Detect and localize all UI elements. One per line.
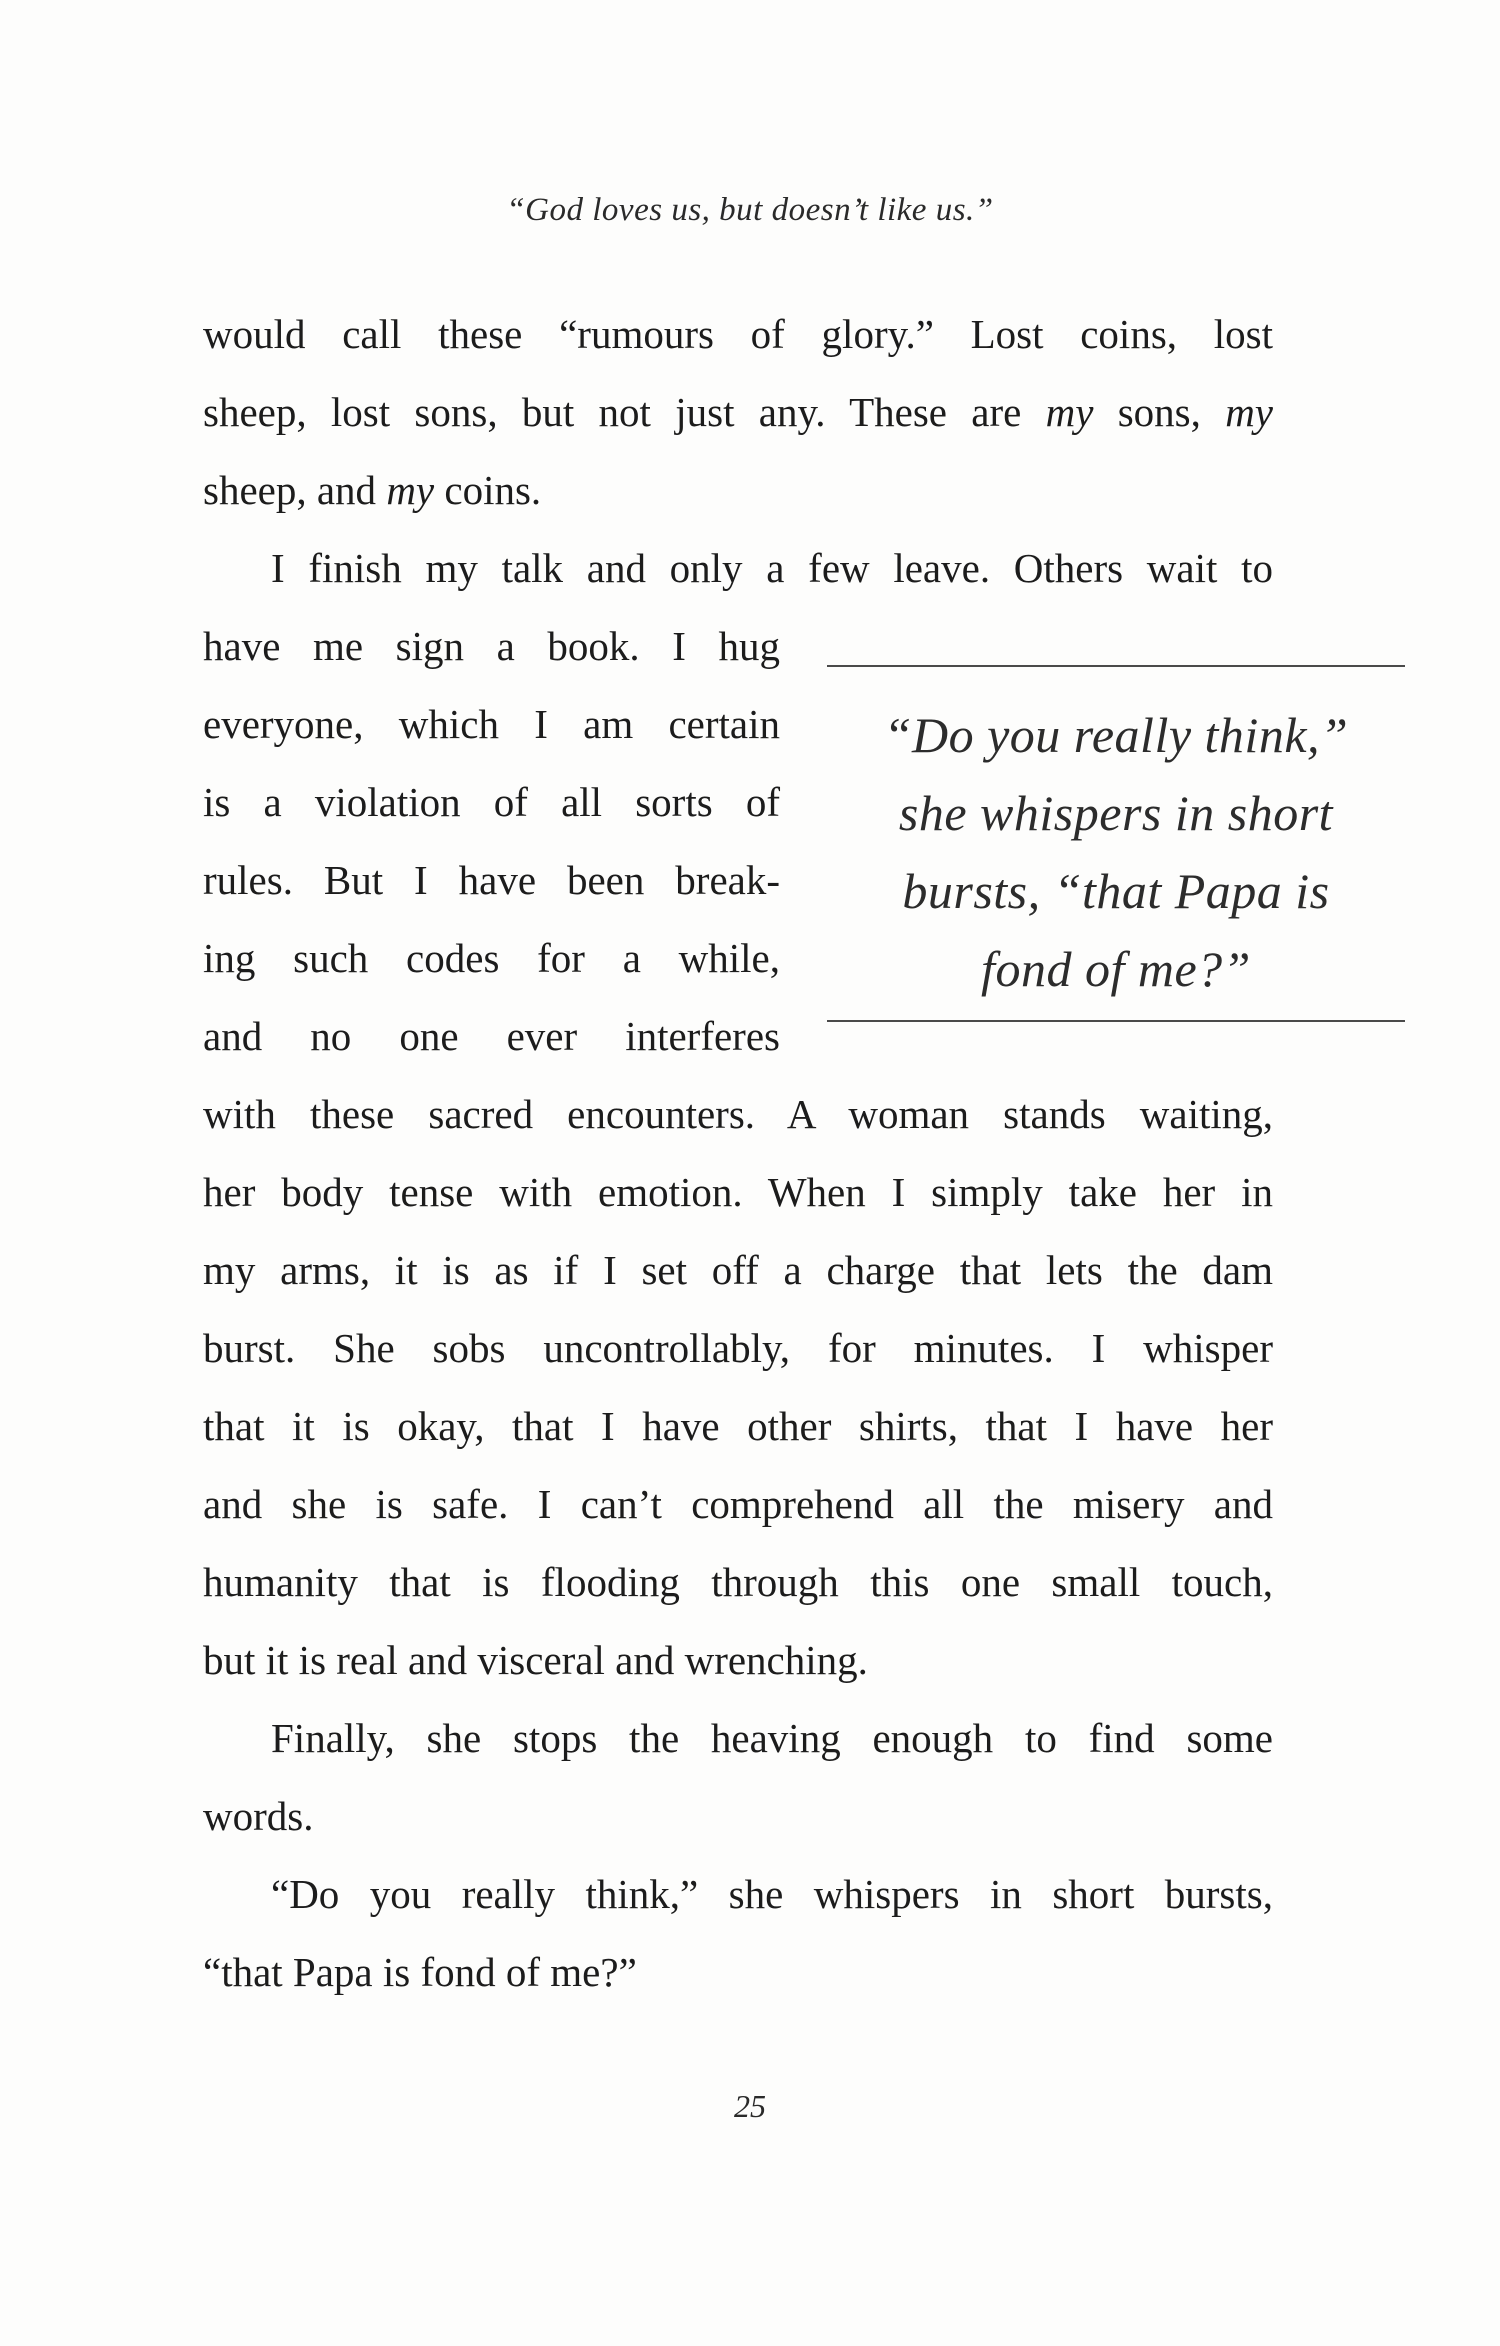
text-line: sheep, lost sons, but not just any. These are my sons, my <box>203 389 1273 435</box>
pull-quote-line: fond of me?” <box>981 941 1251 997</box>
text-line: sheep, and my coins. <box>203 467 542 513</box>
text-line: and she is safe. I can’t comprehend all the misery and <box>203 1481 1273 1527</box>
text-line: Finally, she stops the heaving enough to find some <box>271 1715 1273 1761</box>
pull-quote-line: “Do you really think,” <box>883 707 1349 763</box>
text-line: but it is real and visceral and wrenching. <box>203 1637 868 1683</box>
text-line: ing such codes for a while, <box>203 935 780 981</box>
page-number: 25 <box>734 2088 766 2124</box>
paragraph-3 <box>203 1699 1273 1855</box>
pull-quote-top-rule <box>827 665 1405 667</box>
text-line: my arms, it is as if I set off a charge that lets the dam <box>203 1247 1273 1293</box>
text-line: everyone, which I am certain <box>203 701 780 747</box>
text-line: I finish my talk and only a few leave. Others wait to <box>271 545 1273 591</box>
paragraph-1 <box>203 295 1273 529</box>
text-line: would call these “rumours of glory.” Lost coins, lost <box>203 311 1273 357</box>
text-line: humanity that is flooding through this one small touch, <box>203 1559 1273 1605</box>
text-line: is a violation of all sorts of <box>203 779 780 825</box>
pull-quote <box>827 662 1405 1024</box>
running-head: “God loves us, but doesn’t like us.” <box>506 192 994 228</box>
pull-quote-text <box>827 696 1405 1008</box>
pull-quote-line: bursts, “that Papa is <box>902 863 1330 919</box>
text-line: that it is okay, that I have other shirts, that I have her <box>203 1403 1273 1449</box>
pull-quote-bottom-rule <box>827 1020 1405 1022</box>
text-line: words. <box>203 1793 314 1839</box>
text-line: with these sacred encounters. A woman stands waiting, <box>203 1091 1273 1137</box>
pull-quote-line: she whispers in short <box>898 785 1334 841</box>
text-line: “that Papa is fond of me?” <box>203 1949 637 1995</box>
text-line: rules. But I have been break- <box>203 857 780 903</box>
paragraph-4 <box>203 1855 1273 2011</box>
text-line: her body tense with emotion. When I simply take her in <box>203 1169 1273 1215</box>
text-line: and no one ever interferes <box>203 1013 780 1059</box>
text-line: burst. She sobs uncontrollably, for minutes. I whisper <box>203 1325 1273 1371</box>
text-line: have me sign a book. I hug <box>203 623 780 669</box>
text-line: “Do you really think,” she whispers in short bursts, <box>271 1871 1273 1917</box>
